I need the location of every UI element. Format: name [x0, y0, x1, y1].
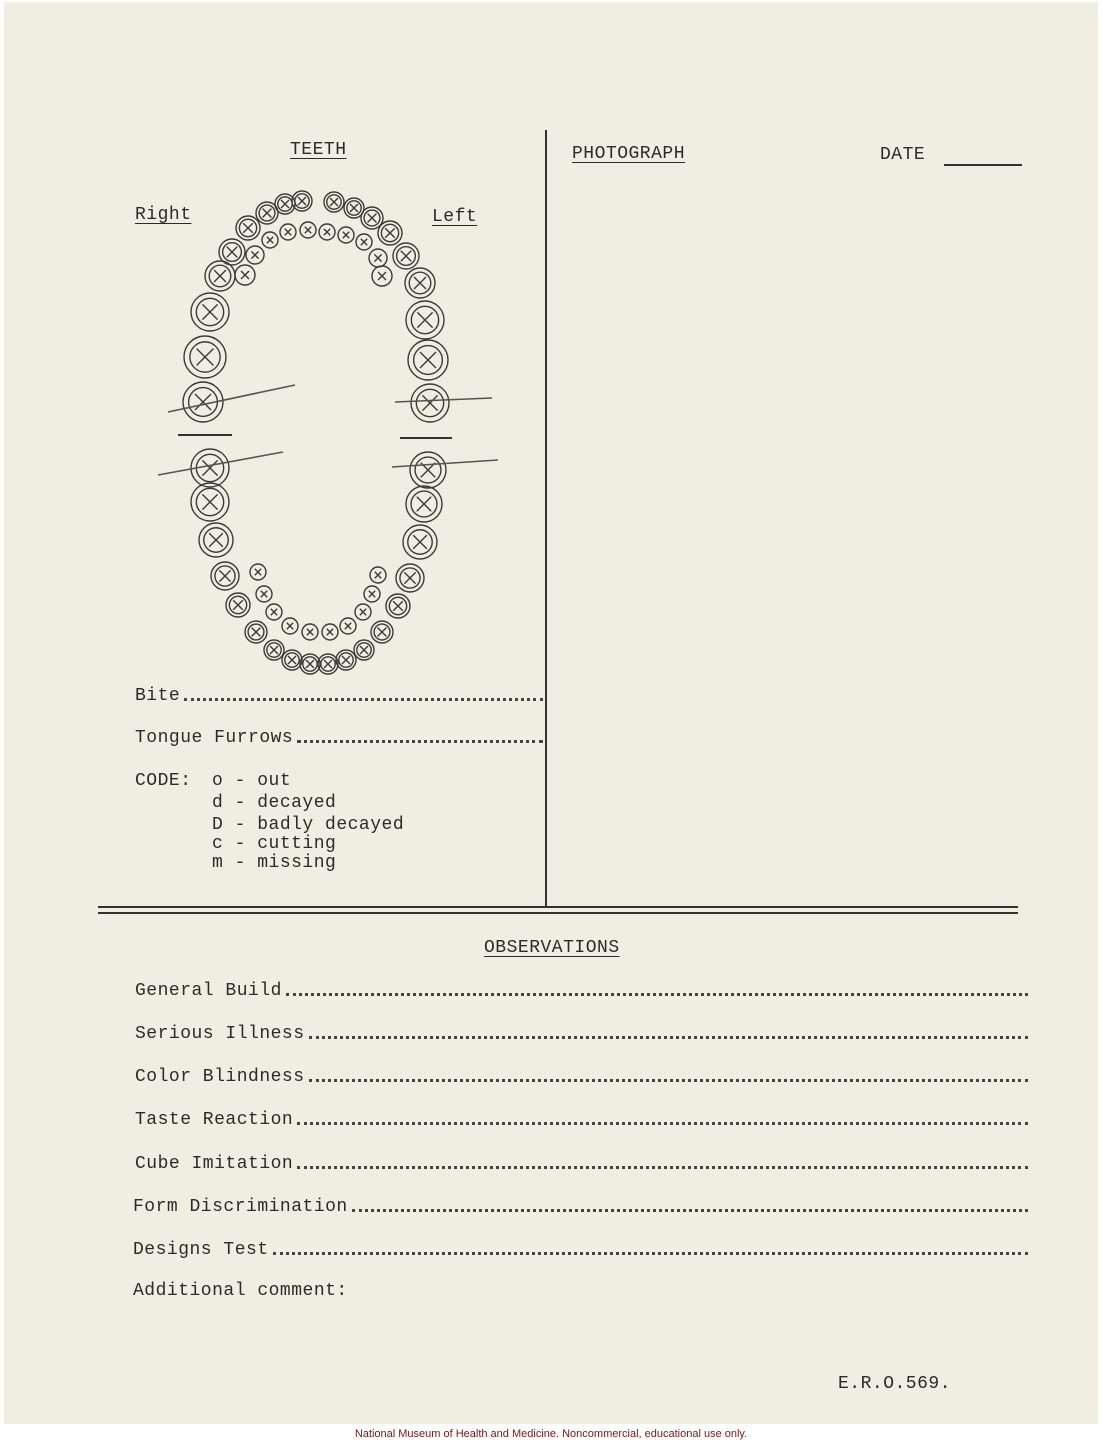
tooth-fissure [267, 237, 273, 243]
code-meaning: decayed [257, 793, 337, 813]
date-label: DATE [880, 145, 926, 165]
code-meaning: missing [257, 853, 337, 873]
code-heading: CODE: [135, 771, 192, 791]
right-label: Right [135, 205, 192, 225]
tooth-fissure [298, 197, 306, 205]
form-id: E.R.O.569. [838, 1374, 952, 1394]
general-build-label: General Build [135, 981, 282, 1001]
dotted-leader [273, 1252, 1028, 1255]
serious-illness-label: Serious Illness [135, 1024, 305, 1044]
photograph-label: PHOTOGRAPH [572, 144, 686, 164]
designs-test-field[interactable] [133, 1240, 1028, 1260]
dental-chart-diagram [150, 180, 510, 680]
tooth-fissure [414, 277, 426, 289]
cube-imitation-field[interactable] [135, 1154, 1028, 1174]
tooth-fissure [393, 601, 403, 611]
section-rule-upper [98, 906, 1018, 908]
observations-title: OBSERVATIONS [484, 938, 620, 958]
color-blindness-label: Color Blindness [135, 1067, 305, 1087]
dotted-leader [184, 698, 543, 701]
form-discrimination-label: Form Discrimination [133, 1197, 348, 1217]
tooth-fissure [288, 656, 296, 664]
tooth-fissure [287, 623, 293, 629]
code-key: d [212, 793, 224, 813]
tooth-fissure [360, 646, 368, 654]
dotted-leader [309, 1036, 1028, 1039]
code-entry: m - missing [212, 853, 337, 873]
dotted-leader [286, 993, 1028, 996]
cube-imitation-label: Cube Imitation [135, 1154, 294, 1174]
dotted-leader [297, 740, 543, 743]
tooth-fissure [270, 646, 278, 654]
tooth-fissure [413, 535, 427, 549]
tooth-fissure [219, 570, 230, 581]
tooth-fissure [285, 229, 291, 235]
tooth-fissure [417, 497, 431, 511]
tooth-fissure [360, 609, 366, 615]
tooth-fissure [350, 204, 358, 212]
code-key: c [212, 834, 224, 854]
tooth-fissure [420, 352, 436, 368]
bite-label: Bite [135, 686, 181, 706]
tooth-fissure [378, 628, 387, 637]
tooth-fissure [252, 628, 261, 637]
tooth-fissure [374, 254, 381, 261]
dotted-leader [352, 1209, 1028, 1212]
tooth-fissure [324, 229, 330, 235]
tooth-fissure [241, 271, 249, 279]
tooth-fissure [255, 569, 261, 575]
dotted-leader [297, 1166, 1028, 1169]
tooth-fissure [305, 227, 311, 233]
tooth-fissure [375, 572, 381, 578]
teeth-title: TEETH [290, 140, 347, 160]
tooth-fissure [243, 223, 253, 233]
dotted-leader [309, 1079, 1028, 1082]
pencil-mark [158, 452, 283, 475]
code-entry: D - badly decayed [212, 815, 405, 835]
tooth-fissure [214, 270, 226, 282]
code-key: D [212, 815, 224, 835]
tooth-fissure [202, 494, 217, 509]
additional-comment-label: Additional comment: [133, 1281, 348, 1301]
tooth-fissure [227, 247, 237, 257]
color-blindness-field[interactable] [135, 1067, 1028, 1087]
code-meaning: cutting [257, 834, 337, 854]
tooth-fissure [368, 214, 377, 223]
tooth-fissure [330, 198, 338, 206]
date-input-line[interactable] [944, 164, 1022, 166]
tooth-fissure [307, 629, 313, 635]
tooth-fissure [306, 660, 314, 668]
tooth-fissure [401, 251, 411, 261]
tooth-fissure [342, 656, 350, 664]
code-key: m [212, 853, 224, 873]
left-label: Left [432, 207, 478, 227]
tooth-fissure [251, 251, 258, 258]
tooth-fissure [263, 209, 272, 218]
tooth-fissure [378, 272, 386, 280]
tooth-fissure [369, 591, 375, 597]
taste-reaction-field[interactable] [135, 1110, 1028, 1130]
section-rule-lower [98, 912, 1018, 914]
tongue-furrows-label: Tongue Furrows [135, 728, 294, 748]
tooth-fissure [197, 349, 214, 366]
tooth-fissure [343, 232, 349, 238]
credit-line: National Museum of Health and Medicine. Noncommercial, educational use only. [354, 1428, 748, 1440]
tooth-fissure [324, 660, 332, 668]
dotted-leader [297, 1122, 1028, 1125]
tongue-furrows-field[interactable] [135, 728, 543, 748]
tooth-fissure [202, 304, 217, 319]
code-entry: c - cutting [212, 834, 337, 854]
code-key: o [212, 771, 224, 791]
code-entry: o - out [212, 771, 292, 791]
tooth-fissure [202, 460, 217, 475]
tooth-fissure [385, 228, 395, 238]
tooth-fissure [195, 394, 211, 410]
tooth-fissure [281, 200, 289, 208]
taste-reaction-label: Taste Reaction [135, 1110, 294, 1130]
general-build-field[interactable] [135, 981, 1028, 1001]
bite-field[interactable] [135, 686, 543, 706]
code-entry: d - decayed [212, 793, 337, 813]
tooth-fissure [209, 533, 223, 547]
tooth-fissure [345, 623, 351, 629]
tooth-fissure [417, 312, 432, 327]
tooth-fissure [404, 572, 415, 583]
tooth-fissure [233, 600, 243, 610]
tooth-fissure [271, 609, 277, 615]
code-meaning: out [257, 771, 292, 791]
serious-illness-field[interactable] [135, 1024, 1028, 1044]
tooth-fissure [361, 239, 367, 245]
tooth-fissure [422, 395, 437, 410]
tooth-fissure [261, 591, 267, 597]
form-discrimination-field[interactable] [133, 1197, 1028, 1217]
column-divider [545, 130, 547, 908]
designs-test-label: Designs Test [133, 1240, 269, 1260]
tooth-fissure [327, 629, 333, 635]
code-meaning: badly decayed [257, 815, 405, 835]
